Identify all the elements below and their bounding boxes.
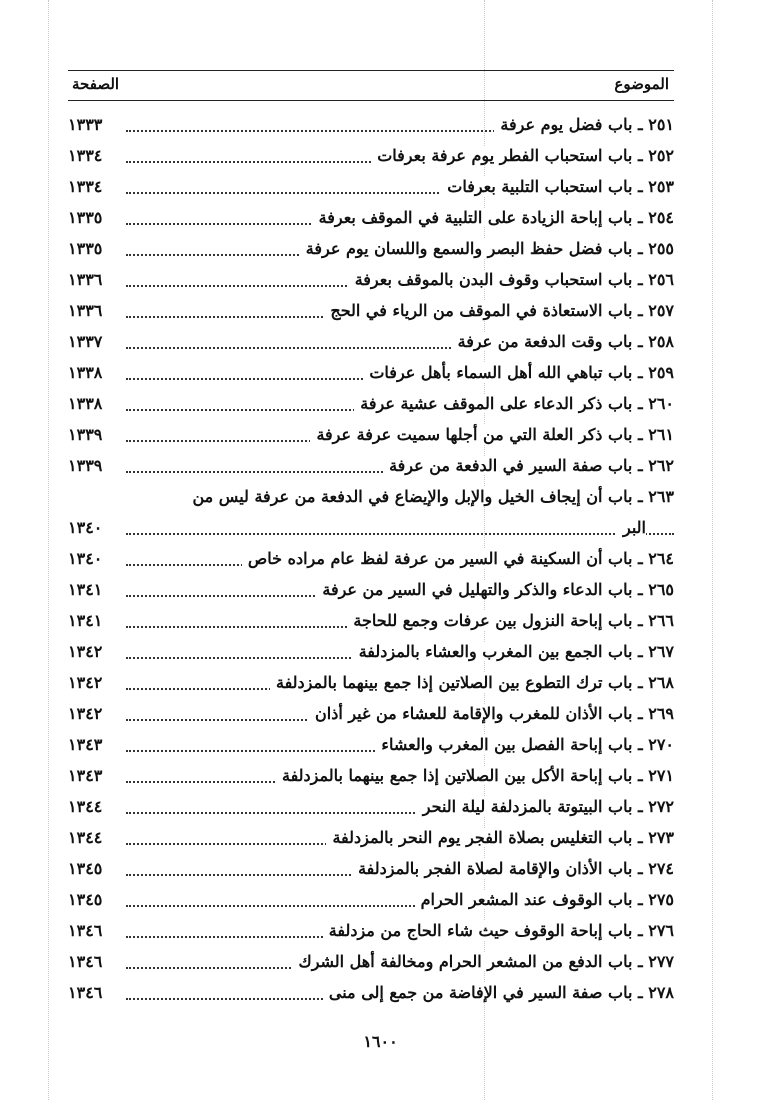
toc-entry-title: ٢٧١ ـ باب إباحة الأكل بين الصلاتين إذا جمع بينهما بالمزدلفة <box>276 766 674 785</box>
toc-entry <box>68 205 674 236</box>
toc-entry-page-number: ١٣٣٣ <box>68 115 103 134</box>
toc-entry <box>68 422 674 453</box>
toc-entry-page-number: ١٣٣٤ <box>68 177 103 196</box>
table-of-contents <box>68 112 674 1011</box>
toc-entry-title: ٢٦٧ ـ باب الجمع بين المغرب والعشاء بالمزدلفة <box>353 642 674 661</box>
toc-entry <box>68 546 674 577</box>
toc-entry-page-number: ١٣٣٧ <box>68 332 103 351</box>
toc-entry-page-number: ١٣٤٢ <box>68 704 103 723</box>
toc-entry-title: ٢٥٢ ـ باب استحباب الفطر يوم عرفة بعرفات <box>371 146 674 165</box>
scan-artifact-line <box>48 0 49 1100</box>
toc-entry <box>68 670 674 701</box>
toc-entry-page-number: ١٣٤٦ <box>68 952 103 971</box>
toc-entry <box>68 112 674 143</box>
toc-entry-page-number: ١٣٣٥ <box>68 239 103 258</box>
toc-entry-title: ٢٥٨ ـ باب وقت الدفعة من عرفة <box>452 332 674 351</box>
dot-leader <box>126 533 674 535</box>
toc-entry-title: ٢٧٥ ـ باب الوقوف عند المشعر الحرام <box>415 890 674 909</box>
toc-entry-title: ٢٥٥ ـ باب فضل حفظ البصر والسمع واللسان يوم عرفة <box>300 239 674 258</box>
toc-entry-title: ٢٧٦ ـ باب إباحة الوقوف حيث شاء الحاج من مزدلفة <box>323 921 674 940</box>
toc-entry-title: ٢٦١ ـ باب ذكر العلة التي من أجلها سميت عرفة عرفة <box>310 425 674 444</box>
toc-entry-title: ٢٧٣ ـ باب التغليس بصلاة الفجر يوم النحر بالمزدلفة <box>326 828 674 847</box>
toc-entry-title: ٢٧٠ ـ باب إباحة الفصل بين المغرب والعشاء <box>375 735 674 754</box>
toc-entry <box>68 608 674 639</box>
toc-entry-page-number: ١٣٣٩ <box>68 456 103 475</box>
toc-entry-title-continuation: البر <box>617 518 646 537</box>
toc-entry-page-number: ١٣٣٩ <box>68 425 103 444</box>
toc-entry <box>68 856 674 887</box>
toc-entry <box>68 794 674 825</box>
toc-entry-page-number: ١٣٤٤ <box>68 828 103 847</box>
header-bottom-rule <box>68 100 674 101</box>
toc-entry-title: ٢٧٢ ـ باب البيتوتة بالمزدلفة ليلة النحر <box>417 797 674 816</box>
toc-entry <box>68 267 674 298</box>
column-header-topic: الموضوع <box>614 75 669 93</box>
toc-entry-title: ٢٦٠ ـ باب ذكر الدعاء على الموقف عشية عرفة <box>354 394 674 413</box>
toc-entry-title: ٢٦٥ ـ باب الدعاء والذكر والتهليل في السير من عرفة <box>316 580 674 599</box>
toc-entry-page-number: ١٣٣٨ <box>68 363 103 382</box>
toc-entry-page-number: ١٣٤٢ <box>68 642 103 661</box>
toc-entry-title: ٢٥٦ ـ باب استحباب وقوف البدن بالموقف بعرفة <box>349 270 674 289</box>
toc-entry-title: ٢٧٧ ـ باب الدفع من المشعر الحرام ومخالفة أهل الشرك <box>293 952 675 971</box>
toc-entry <box>68 918 674 949</box>
toc-entry <box>68 701 674 732</box>
toc-entry <box>68 484 674 546</box>
toc-entry-page-number: ١٣٤٣ <box>68 766 103 785</box>
column-header-page: الصفحة <box>72 75 120 93</box>
toc-entry-page-number: ١٣٤٠ <box>68 518 103 537</box>
toc-entry-page-number: ١٣٤٢ <box>68 673 103 692</box>
toc-entry-page-number: ١٣٣٦ <box>68 301 103 320</box>
toc-entry <box>68 980 674 1011</box>
toc-entry <box>68 298 674 329</box>
toc-entry <box>68 763 674 794</box>
toc-entry <box>68 825 674 856</box>
toc-entry <box>68 639 674 670</box>
header-top-rule <box>68 70 674 71</box>
toc-entry-page-number: ١٣٣٦ <box>68 270 103 289</box>
toc-entry-page-number: ١٣٤٥ <box>68 859 103 878</box>
toc-entry-title: ٢٦٣ ـ باب أن إيجاف الخيل والإبل والإيضاع في الدفعة من عرفة ليس من <box>186 487 674 506</box>
toc-entry-title: ٢٥١ ـ باب فضل يوم عرفة <box>494 115 674 134</box>
toc-entry-page-number: ١٣٤٥ <box>68 890 103 909</box>
toc-entry-page-number: ١٣٣٤ <box>68 146 103 165</box>
toc-entry-title: ٢٥٤ ـ باب إباحة الزيادة على التلبية في الموقف بعرفة <box>313 208 674 227</box>
toc-entry-title: ٢٦٢ ـ باب صفة السير في الدفعة من عرفة <box>383 456 674 475</box>
toc-entry-page-number: ١٣٤٤ <box>68 797 103 816</box>
toc-entry-title: ٢٧٨ ـ باب صفة السير في الإفاضة من جمع إلى منى <box>323 983 674 1002</box>
toc-entry <box>68 329 674 360</box>
toc-entry <box>68 391 674 422</box>
toc-entry <box>68 453 674 484</box>
toc-entry <box>68 236 674 267</box>
toc-entry <box>68 732 674 763</box>
toc-entry-page-number: ١٣٤٣ <box>68 735 103 754</box>
toc-entry-page-number: ١٣٤٦ <box>68 983 103 1002</box>
toc-entry <box>68 360 674 391</box>
toc-entry-title: ٢٦٦ ـ باب إباحة النزول بين عرفات وجمع للحاجة <box>347 611 674 630</box>
toc-entry-title: ٢٥٧ ـ باب الاستعاذة في الموقف من الرياء في الحج <box>324 301 674 320</box>
toc-entry-title: ٢٧٤ ـ باب الأذان والإقامة لصلاة الفجر بالمزدلفة <box>352 859 674 878</box>
toc-entry-page-number: ١٣٤١ <box>68 611 103 630</box>
toc-entry-page-number: ١٣٤١ <box>68 580 103 599</box>
toc-entry <box>68 174 674 205</box>
toc-entry-page-number: ١٣٤٦ <box>68 921 103 940</box>
toc-entry-page-number: ١٣٤٠ <box>68 549 103 568</box>
toc-entry-page-number: ١٣٣٨ <box>68 394 103 413</box>
page-number: ١٦٠٠ <box>363 1032 398 1051</box>
toc-entry-title: ٢٦٨ ـ باب ترك التطوع بين الصلاتين إذا جمع بينهما بالمزدلفة <box>270 673 674 692</box>
toc-entry <box>68 577 674 608</box>
toc-entry-title: ٢٦٩ ـ باب الأذان للمغرب والإقامة للعشاء من غير أذان <box>309 704 674 723</box>
toc-entry-title: ٢٥٣ ـ باب استحباب التلبية بعرفات <box>441 177 674 196</box>
toc-entry <box>68 143 674 174</box>
toc-entry-page-number: ١٣٣٥ <box>68 208 103 227</box>
toc-entry <box>68 949 674 980</box>
toc-entry-title: ٢٥٩ ـ باب تباهي الله أهل السماء بأهل عرفات <box>363 363 674 382</box>
scan-artifact-line <box>712 0 713 1100</box>
toc-entry-title: ٢٦٤ ـ باب أن السكينة في السير من عرفة لفظ عام مراده خاص <box>242 549 674 568</box>
toc-entry <box>68 887 674 918</box>
